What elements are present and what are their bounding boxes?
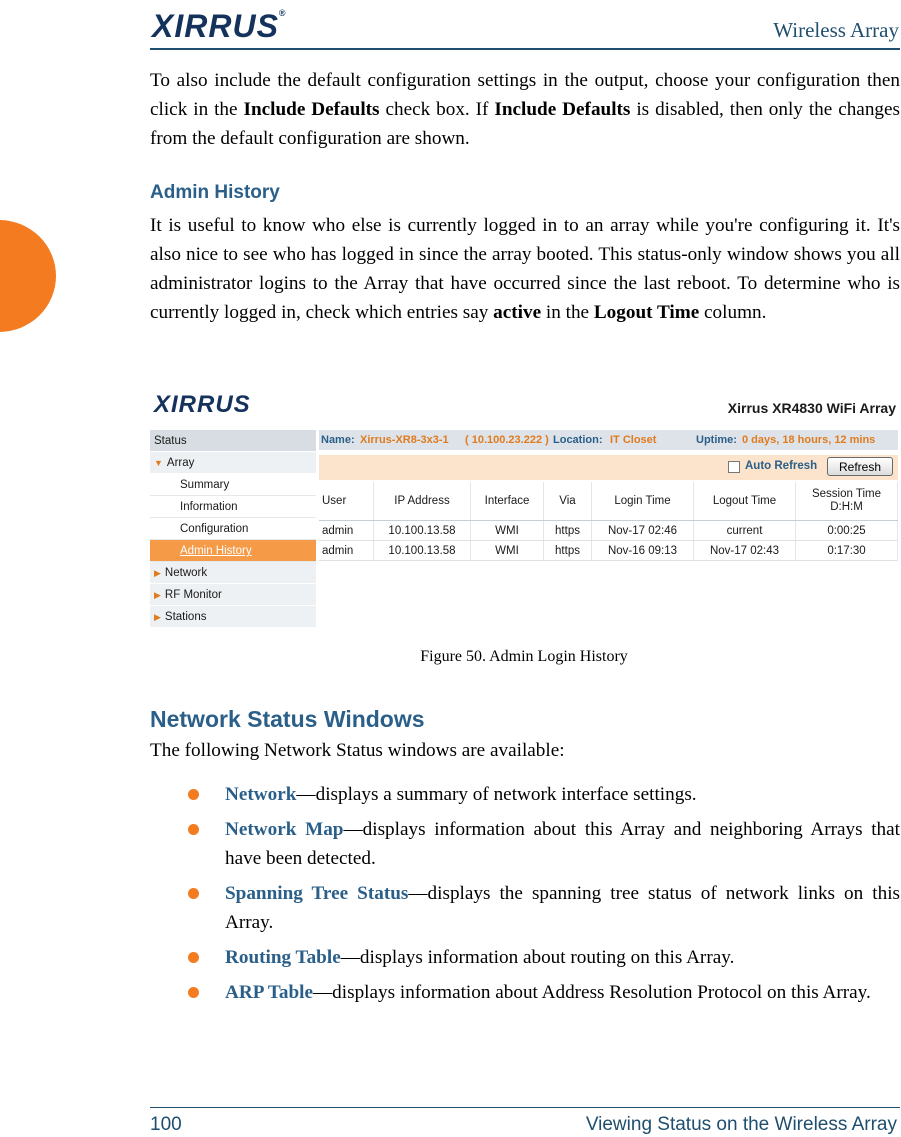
sidebar-item-array[interactable]: ▼ Array — [150, 452, 316, 474]
caret-right-icon: ▶ — [154, 612, 161, 622]
cell-ip-address: 10.100.13.58 — [374, 521, 471, 541]
list-item: Routing Table—displays information about routing on this Array. — [150, 943, 900, 972]
cell-via: https — [544, 541, 592, 561]
sidebar-item-information[interactable]: Information — [150, 496, 316, 518]
list-item: Spanning Tree Status—displays the spanning tree status of network links on this Array. — [150, 879, 900, 937]
admin-history-heading: Admin History — [150, 182, 280, 203]
location-value: IT Closet — [610, 434, 657, 446]
footer-rule — [150, 1107, 900, 1108]
sidebar-item-summary[interactable]: Summary — [150, 474, 316, 496]
header-section-title: Wireless Array — [773, 18, 899, 42]
table-row — [319, 541, 898, 561]
auto-refresh-label: Auto Refresh — [745, 460, 818, 472]
admin-history-table — [319, 482, 898, 561]
sidebar-item-configuration[interactable]: Configuration — [150, 518, 316, 540]
toolbar — [319, 455, 898, 480]
intro-paragraph: To also include the default configuration settings in the output, choose your configuration then click in the Include Defaults check box. If Include Defaults is disabled, then only the changes from the default configuration are shown. — [150, 70, 900, 149]
caret-right-icon: ▶ — [154, 568, 161, 578]
cell-interface: WMI — [471, 521, 544, 541]
chapter-title: Viewing Status on the Wireless Array — [585, 1114, 897, 1135]
col-session-time: Session Time D:H:M — [796, 482, 898, 521]
cell-login-time: Nov-16 09:13 — [592, 541, 694, 561]
bullet-icon — [188, 888, 199, 899]
cell-via: https — [544, 521, 592, 541]
cell-logout-time: current — [694, 521, 796, 541]
col-ip-address: IP Address — [374, 482, 471, 521]
list-item: Network Map—displays information about this Array and neighboring Arrays that have been detected. — [150, 815, 900, 873]
main-panel — [319, 430, 898, 561]
col-interface: Interface — [471, 482, 544, 521]
cell-user: admin — [319, 521, 374, 541]
name-value: Xirrus-XR8-3x3-1 — [360, 434, 449, 446]
list-item: ARP Table—displays information about Address Resolution Protocol on this Array. — [150, 978, 900, 1007]
bullet-icon — [188, 824, 199, 835]
admin-history-paragraph: It is useful to know who else is currently logged in to an array while you're configuring it. It's also nice to see who has logged in since the array booted. This status-only window shows you all administrator logins to the Array that have occurred since the last reboot. To determine who is currently logged in, check which entries say active in the Logout Time column. — [150, 215, 900, 323]
sidebar-status-header: Status — [150, 430, 316, 452]
bullet-icon — [188, 987, 199, 998]
bullet-icon — [188, 789, 199, 800]
uptime-value: 0 days, 18 hours, 12 mins — [742, 434, 876, 446]
array-info-bar — [319, 430, 898, 450]
sidebar-item-stations[interactable]: ▶ Stations — [150, 606, 316, 628]
col-login-time: Login Time — [592, 482, 694, 521]
network-status-list — [150, 780, 900, 1013]
admin-history-screenshot — [150, 388, 898, 632]
cell-interface: WMI — [471, 541, 544, 561]
refresh-button[interactable]: Refresh — [827, 457, 893, 476]
header-rule — [150, 48, 900, 50]
cell-login-time: Nov-17 02:46 — [592, 521, 694, 541]
network-status-heading: Network Status Windows — [150, 706, 425, 732]
table-row — [319, 521, 898, 541]
table-header-row — [319, 482, 898, 521]
caret-right-icon: ▶ — [154, 590, 161, 600]
cell-logout-time: Nov-17 02:43 — [694, 541, 796, 561]
cell-user: admin — [319, 541, 374, 561]
location-label: Location: — [553, 434, 603, 446]
col-via: Via — [544, 482, 592, 521]
figure-product-title: Xirrus XR4830 WiFi Array — [727, 400, 896, 416]
caret-down-icon: ▼ — [154, 458, 163, 468]
ip-value: ( 10.100.23.222 ) — [465, 434, 549, 446]
bullet-icon — [188, 952, 199, 963]
uptime-label: Uptime: — [696, 434, 737, 446]
sidebar-item-network[interactable]: ▶ Network — [150, 562, 316, 584]
col-logout-time: Logout Time — [694, 482, 796, 521]
auto-refresh-checkbox[interactable] — [728, 461, 740, 473]
network-status-intro: The following Network Status windows are available: — [150, 740, 565, 761]
cell-ip-address: 10.100.13.58 — [374, 541, 471, 561]
xirrus-logo: XIRRUS® — [152, 8, 287, 44]
nav-sidebar — [150, 430, 316, 628]
figure-caption: Figure 50. Admin Login History — [420, 648, 628, 665]
sidebar-item-rf-monitor[interactable]: ▶ RF Monitor — [150, 584, 316, 606]
sidebar-item-admin-history[interactable]: Admin History — [150, 540, 316, 562]
col-user: User — [319, 482, 374, 521]
figure-xirrus-logo: XIRRUS — [154, 391, 251, 418]
side-tab-marker — [0, 220, 56, 332]
cell-session-time: 0:00:25 — [796, 521, 898, 541]
name-label: Name: — [321, 434, 355, 446]
cell-session-time: 0:17:30 — [796, 541, 898, 561]
list-item: Network—displays a summary of network interface settings. — [150, 780, 900, 809]
page-number: 100 — [150, 1114, 182, 1135]
